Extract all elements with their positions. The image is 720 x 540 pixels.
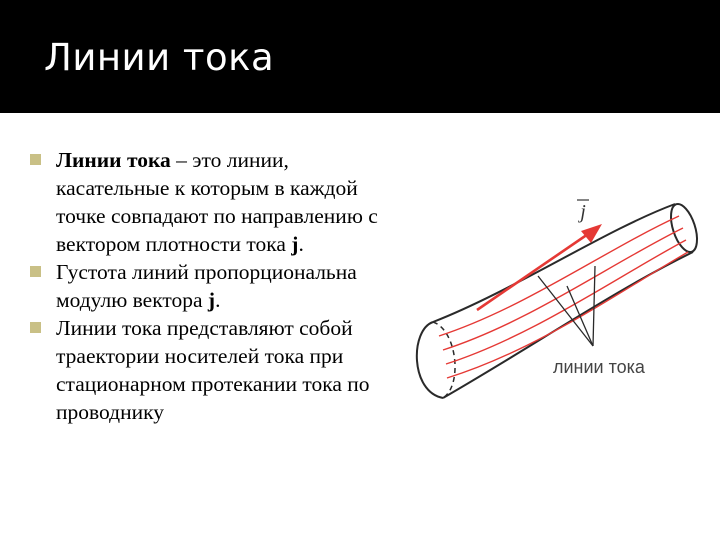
- current-line: [443, 228, 683, 350]
- slide-title: Линии тока: [44, 36, 275, 79]
- current-line: [439, 216, 679, 336]
- vector-j-symbol: j: [291, 232, 299, 256]
- callout-pointer-line: [567, 286, 593, 346]
- definition-text: – это линии, касательные к которым в каждой точке совпадают по направлению с вектором плотности тока: [56, 148, 378, 256]
- callout-label: линии тока: [553, 357, 645, 377]
- bullet-item-density: [30, 258, 400, 314]
- vector-j-symbol: j: [207, 288, 216, 312]
- bullet-list: [30, 146, 400, 426]
- current-line: [446, 240, 686, 364]
- conductor-diagram: [405, 180, 705, 420]
- bullet-marker-icon: [30, 322, 41, 333]
- conductor-left-end: [417, 322, 443, 398]
- sentence-end: .: [215, 288, 221, 312]
- vector-j-arrow: [477, 232, 591, 310]
- conductor-top-edge: [433, 204, 675, 322]
- term-current-lines: Линии тока: [56, 148, 171, 172]
- sentence-end: .: [298, 232, 304, 256]
- trajectories-text: Линии тока представляют собой траектории носителей тока при стационарном протекании тока по проводнику: [56, 316, 370, 424]
- density-text: Густота линий пропорциональна модулю вектора: [56, 260, 357, 312]
- bullet-item-trajectories: [30, 314, 400, 426]
- bullet-marker-icon: [30, 154, 41, 165]
- title-bar: [0, 0, 720, 113]
- bullet-marker-icon: [30, 266, 41, 277]
- vector-j-label: j: [580, 201, 586, 223]
- conductor-left-hidden-edge: [433, 322, 455, 398]
- conductor-right-opening: [666, 201, 702, 255]
- bullet-item-definition: [30, 146, 400, 258]
